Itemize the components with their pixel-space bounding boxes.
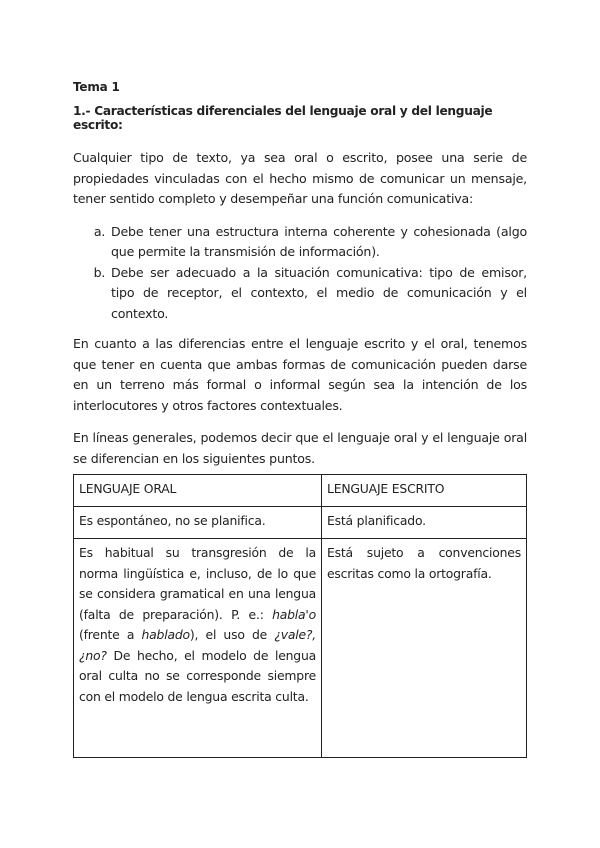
- properties-list: [73, 222, 527, 325]
- example-hablao: habla'o: [272, 606, 316, 622]
- differences-paragraph: En cuanto a las diferencias entre el lenguaje escrito y el oral, tenemos que tener en cuenta que ambas formas de comunicación pueden darse en un terreno más formal o informal según sea la intención de los interlocutores y otros factores contextuales.: [73, 336, 527, 413]
- example-vale-no: ¿vale?, ¿no?: [79, 627, 317, 663]
- oral-norm-text-3: ), el uso de: [189, 627, 275, 642]
- tema-title: Tema 1: [73, 80, 120, 94]
- cell-oral-norm: [74, 539, 322, 758]
- table-header-row: [74, 475, 527, 507]
- cell-escrito-planning: Está planificado.: [322, 507, 527, 539]
- property-item-a: a. Debe tener una estructura interna coherente y cohesionada (algo que permite la transmisión de información).: [109, 222, 527, 263]
- cell-oral-planning: Es espontáneo, no se planifica.: [74, 507, 322, 539]
- table-row: [74, 507, 527, 539]
- intro-paragraph: Cualquier tipo de texto, ya sea oral o escrito, posee una serie de propiedades vinculadas con el hecho mismo de comunicar un mensaje, tener sentido completo y desempeñar una función comunicativa:: [73, 150, 527, 206]
- document-body: [73, 80, 527, 481]
- section-heading: 1.- Características diferenciales del lenguaje oral y del lenguaje escrito:: [73, 104, 493, 132]
- cell-escrito-norm: Está sujeto a convenciones escritas como la ortografía.: [322, 539, 527, 758]
- header-oral: LENGUAJE ORAL: [74, 475, 322, 507]
- oral-norm-text-1: Es habitual su transgresión de la norma lingüística e, incluso, de lo que se considera gramatical en una lengua (falta de preparación). P. e.:: [79, 545, 316, 622]
- oral-norm-text-4: De hecho, el modelo de lengua oral culta no se corresponde siempre con el modelo de lengua escrita culta.: [79, 647, 316, 704]
- table-row: [74, 539, 527, 758]
- property-item-b: b. Debe ser adecuado a la situación comunicativa: tipo de emisor, tipo de receptor, el contexto, el medio de comunicación y el contexto.: [109, 263, 527, 325]
- oral-norm-text-2: (frente a: [79, 627, 142, 642]
- summary-paragraph: En líneas generales, podemos decir que el lenguaje oral y el lenguaje oral se diferencian en los siguientes puntos.: [73, 430, 527, 466]
- comparison-table: [73, 474, 527, 758]
- example-hablado: hablado: [141, 627, 190, 642]
- header-escrito: LENGUAJE ESCRITO: [322, 475, 527, 507]
